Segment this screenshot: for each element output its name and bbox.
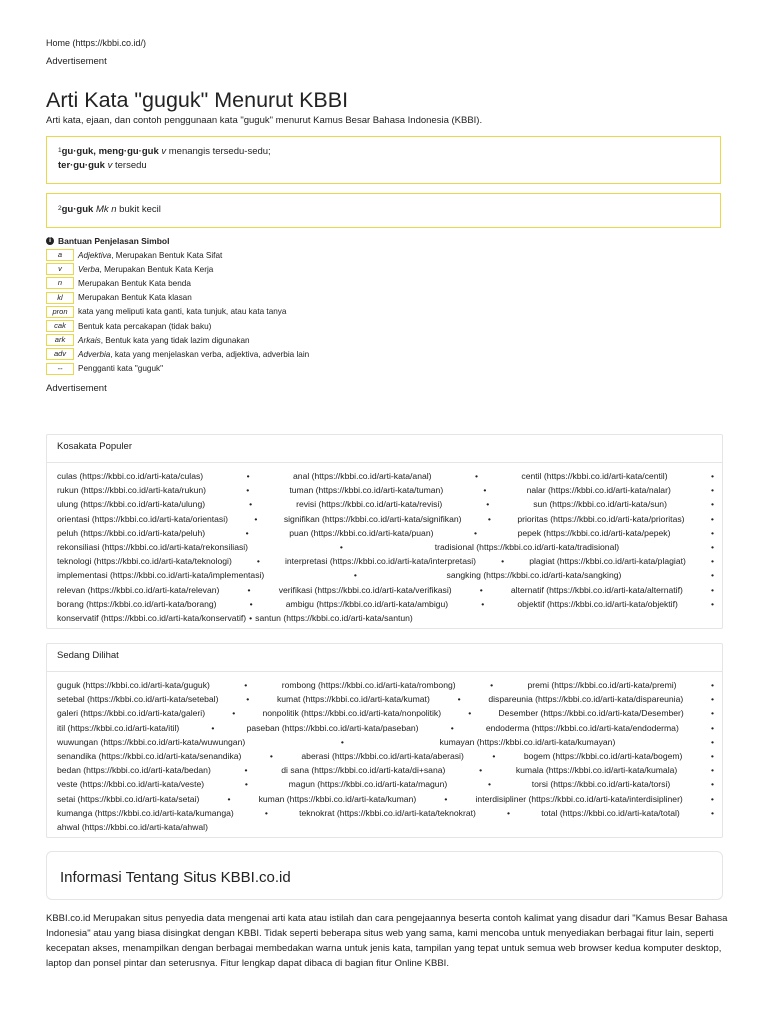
bullet-separator: •: [479, 584, 483, 595]
bullet-separator: •: [710, 694, 714, 705]
panel-title: Sedang Dilihat: [47, 644, 722, 672]
bullet-separator: •: [487, 779, 491, 790]
bullet-separator: •: [710, 584, 714, 595]
bullet-separator: •: [710, 680, 714, 691]
word-link[interactable]: aberasi (https://kbbi.co.id/arti-kata/aberasi): [301, 751, 464, 762]
word-link[interactable]: kumayan (https://kbbi.co.id/arti-kata/kumayan): [439, 736, 616, 747]
bullet-separator: •: [710, 542, 714, 553]
bullet-separator: •: [486, 499, 490, 510]
word-link[interactable]: kumat (https://kbbi.co.id/arti-kata/kumat): [276, 694, 430, 705]
legend-description: [78, 279, 191, 288]
bullet-separator: •: [710, 722, 714, 733]
word-link[interactable]: setebal (https://kbbi.co.id/arti-kata/setebal): [57, 694, 219, 705]
legend-row: [46, 305, 446, 319]
word-link[interactable]: objektif (https://kbbi.co.id/arti-kata/objektif): [517, 598, 678, 609]
legend-description: [78, 293, 192, 302]
bullet-separator: •: [710, 570, 714, 581]
word-link[interactable]: tradisional (https://kbbi.co.id/arti-kata/tradisional): [434, 542, 620, 553]
bullet-separator: •: [710, 527, 714, 538]
word-link[interactable]: teknologi (https://kbbi.co.id/arti-kata/teknologi): [57, 556, 232, 567]
word-link[interactable]: kumanga (https://kbbi.co.id/arti-kata/kumanga): [57, 807, 234, 818]
bullet-separator: •: [492, 751, 496, 762]
word-line: [57, 583, 714, 597]
word-line: [57, 735, 714, 749]
legend-description: [78, 322, 211, 331]
bullet-separator: •: [246, 694, 250, 705]
word-line: [57, 597, 714, 611]
legend-description: [78, 336, 250, 345]
bullet-separator: •: [457, 694, 461, 705]
legend-row: [46, 362, 446, 376]
bullet-separator: •: [710, 779, 714, 790]
legend-description: [78, 307, 286, 316]
bullet-separator: •: [450, 722, 454, 733]
legend-abbreviation: a: [46, 249, 74, 261]
legend-abbreviation: v: [46, 263, 74, 275]
word-link[interactable]: ambigu (https://kbbi.co.id/arti-kata/ambigu): [285, 598, 449, 609]
word-line: [57, 721, 714, 735]
homonym-number: 2: [58, 205, 62, 212]
bullet-separator: •: [710, 708, 714, 719]
bullet-separator: •: [244, 680, 248, 691]
entry-definition: tersedu: [112, 160, 147, 171]
word-link[interactable]: implementasi (https://kbbi.co.id/arti-kata/implementasi): [57, 570, 265, 581]
legend-description: [78, 251, 222, 260]
bullet-separator: •: [710, 471, 714, 482]
word-link[interactable]: tuman (https://kbbi.co.id/arti-kata/tuman): [289, 485, 444, 496]
bullet-separator: •: [244, 779, 248, 790]
bullet-separator: •: [507, 807, 511, 818]
part-of-speech: Mk n: [95, 204, 117, 215]
homonym-number: 1: [58, 147, 62, 154]
word-link[interactable]: relevan (https://kbbi.co.id/arti-kata/relevan): [57, 584, 220, 595]
word-link[interactable]: torsi (https://kbbi.co.id/arti-kata/torsi): [531, 779, 671, 790]
word-link[interactable]: ahwal (https://kbbi.co.id/arti-kata/ahwal): [57, 821, 208, 832]
word-line: [57, 540, 714, 554]
word-line: [57, 469, 714, 483]
word-line: [57, 820, 714, 834]
legend-text: Merupakan Bentuk Kata klasan: [78, 293, 192, 303]
legend-abbreviation: kl: [46, 292, 74, 304]
word-link[interactable]: interdisipliner (https://kbbi.co.id/arti-kata/interdisipliner): [475, 793, 683, 804]
about-text: KBBI.co.id Merupakan situs penyedia data mengenai arti kata atau istilah dan cara pengejaannya beserta contoh kalimat yang disadur dari "Kamus Besar Bahasa Indonesia" atau yang biasa disingkat dengan KBBI. Tidak seperti beberapa situs web yang sama, kami mencoba untuk menyediakan berbagai fitur lain, seperti kecepatan akses, menampilkan dengan berbagai membedakan warna untuk jenis kata, tampilan yang tepat untuk semua web browser kedua komputer desktop, laptop dan ponsel pintar dan seterusnya. Fitur lengkap dapat dibaca di bagian fitur Online KBBI.: [46, 913, 728, 969]
bullet-separator: •: [249, 612, 253, 623]
word-link[interactable]: anal (https://kbbi.co.id/arti-kata/anal): [293, 471, 432, 482]
word-link[interactable]: kuman (https://kbbi.co.id/arti-kata/kuman): [258, 793, 417, 804]
word-line: [57, 777, 714, 791]
word-line: [57, 806, 714, 820]
bullet-separator: •: [246, 471, 250, 482]
word-line: [57, 678, 714, 692]
bullet-separator: •: [483, 485, 487, 496]
bullet-separator: •: [710, 751, 714, 762]
bullet-separator: •: [211, 722, 215, 733]
word-link[interactable]: di sana (https://kbbi.co.id/arti-kata/di+sana): [281, 765, 446, 776]
bullet-separator: •: [244, 765, 248, 776]
word-line: [57, 706, 714, 720]
word-link[interactable]: premi (https://kbbi.co.id/arti-kata/premi): [527, 680, 677, 691]
word-link[interactable]: senandika (https://kbbi.co.id/arti-kata/senandika): [57, 751, 242, 762]
bullet-separator: •: [245, 527, 249, 538]
legend-term: Arkais: [78, 335, 101, 345]
legend-title-text: Bantuan Penjelasan Simbol: [58, 236, 170, 246]
word-link[interactable]: bedan (https://kbbi.co.id/arti-kata/bedan): [57, 765, 211, 776]
currently-viewed-panel: [46, 643, 723, 838]
legend-row: [46, 291, 446, 305]
bullet-separator: •: [710, 499, 714, 510]
entry-definition: bukit kecil: [116, 204, 161, 215]
word-link[interactable]: teknokrat (https://kbbi.co.id/arti-kata/teknokrat): [299, 807, 476, 818]
legend-text: , Bentuk kata yang tidak lazim digunakan: [100, 335, 250, 345]
word-line: [57, 512, 714, 526]
about-panel: [46, 851, 723, 900]
legend-row: [46, 276, 446, 290]
part-of-speech: v: [107, 160, 113, 171]
legend-row: [46, 333, 446, 347]
bullet-separator: •: [710, 556, 714, 567]
word-link[interactable]: rukun (https://kbbi.co.id/arti-kata/rukun): [57, 485, 207, 496]
word-line: [57, 763, 714, 777]
legend-abbreviation: n: [46, 277, 74, 289]
legend-term: Adverbia: [78, 349, 111, 359]
bullet-separator: •: [246, 485, 250, 496]
bullet-separator: •: [487, 513, 491, 524]
bullet-separator: •: [710, 485, 714, 496]
word-line: [57, 497, 714, 511]
legend-text: kata yang meliputi kata ganti, kata tunjuk, atau kata tanya: [78, 307, 287, 317]
legend-text: Pengganti kata "guguk": [78, 364, 164, 374]
word-link[interactable]: setai (https://kbbi.co.id/arti-kata/setai): [57, 793, 200, 804]
legend-abbreviation: adv: [46, 348, 74, 360]
bullet-separator: •: [479, 765, 483, 776]
legend-row: [46, 262, 446, 276]
word-link[interactable]: rekonsiliasi (https://kbbi.co.id/arti-kata/rekonsiliasi): [57, 542, 249, 553]
entry-subline: [58, 159, 709, 173]
word-link[interactable]: paseban (https://kbbi.co.id/arti-kata/paseban): [246, 722, 419, 733]
bullet-separator: •: [710, 793, 714, 804]
word-line: [57, 568, 714, 582]
popular-words-panel: [46, 434, 723, 629]
word-link[interactable]: culas (https://kbbi.co.id/arti-kata/culas): [57, 471, 204, 482]
dictionary-entry-1: [46, 136, 721, 184]
word-link[interactable]: kumala (https://kbbi.co.id/arti-kata/kumala): [515, 765, 678, 776]
entry-subheadword: ter·gu·guk: [58, 160, 105, 171]
legend-text: , Merupakan Bentuk Kata Kerja: [99, 264, 214, 274]
word-link[interactable]: rombong (https://kbbi.co.id/arti-kata/rombong): [281, 680, 456, 691]
word-link[interactable]: bogem (https://kbbi.co.id/arti-kata/bogem): [523, 751, 683, 762]
bullet-separator: •: [254, 513, 258, 524]
word-link[interactable]: centil (https://kbbi.co.id/arti-kata/centil): [521, 471, 668, 482]
word-link[interactable]: total (https://kbbi.co.id/arti-kata/total): [541, 807, 680, 818]
word-link[interactable]: sangking (https://kbbi.co.id/arti-kata/sangking): [446, 570, 622, 581]
entry-headword: gu·guk: [61, 204, 94, 215]
entry-headword: gu·guk, meng·gu·guk: [61, 146, 159, 157]
legend-text: Bentuk kata percakapan (tidak baku): [78, 321, 212, 331]
bullet-separator: •: [353, 570, 357, 581]
legend-term: Verba: [78, 264, 100, 274]
word-line: [57, 611, 714, 625]
word-link[interactable]: dispareunia (https://kbbi.co.id/arti-kata/dispareunia): [488, 694, 684, 705]
bullet-separator: •: [501, 556, 505, 567]
info-icon: i: [46, 237, 54, 245]
word-link[interactable]: alternatif (https://kbbi.co.id/arti-kata/alternatif): [510, 584, 683, 595]
word-link[interactable]: signifikan (https://kbbi.co.id/arti-kata/signifikan): [283, 513, 462, 524]
word-link[interactable]: verifikasi (https://kbbi.co.id/arti-kata/verifikasi): [278, 584, 452, 595]
legend-text: , Merupakan Bentuk Kata Sifat: [111, 250, 223, 260]
legend-description: [78, 265, 213, 274]
word-line: [57, 483, 714, 497]
legend-text: , kata yang menjelaskan verba, adjektiva, adverbia lain: [110, 349, 310, 359]
legend-row: [46, 319, 446, 333]
word-link[interactable]: interpretasi (https://kbbi.co.id/arti-kata/interpretasi): [284, 556, 477, 567]
legend-description: [78, 364, 163, 373]
word-link[interactable]: magun (https://kbbi.co.id/arti-kata/magun): [288, 779, 448, 790]
panel-title: Kosakata Populer: [47, 435, 722, 463]
word-link[interactable]: wuwungan (https://kbbi.co.id/arti-kata/wuwungan): [57, 736, 246, 747]
bullet-separator: •: [474, 527, 478, 538]
page-title: Arti Kata "guguk" Menurut KBBI: [46, 88, 349, 112]
bullet-separator: •: [339, 542, 343, 553]
word-line: [57, 749, 714, 763]
word-link[interactable]: konservatif (https://kbbi.co.id/arti-kata/konservatif): [57, 612, 247, 623]
word-line: [57, 792, 714, 806]
word-link[interactable]: nalar (https://kbbi.co.id/arti-kata/nalar): [526, 485, 671, 496]
word-link[interactable]: nonpolitik (https://kbbi.co.id/arti-kata/nonpolitik): [262, 708, 442, 719]
advertisement-label: Advertisement: [46, 383, 107, 394]
word-link[interactable]: revisi (https://kbbi.co.id/arti-kata/revisi): [296, 499, 443, 510]
word-link[interactable]: endoderma (https://kbbi.co.id/arti-kata/endoderma): [485, 722, 679, 733]
popular-words-list: [47, 463, 722, 625]
word-link[interactable]: orientasi (https://kbbi.co.id/arti-kata/orientasi): [57, 513, 228, 524]
bullet-separator: •: [481, 598, 485, 609]
part-of-speech: v: [161, 146, 167, 157]
currently-viewed-list: [47, 672, 722, 834]
entry-line: [58, 145, 709, 159]
bullet-separator: •: [227, 793, 231, 804]
bullet-separator: •: [710, 513, 714, 524]
legend-row: [46, 248, 446, 262]
bullet-separator: •: [249, 499, 253, 510]
home-link[interactable]: Home (https://kbbi.co.id/): [46, 38, 147, 48]
dictionary-entry-2: [46, 193, 721, 228]
legend-description: [78, 350, 309, 359]
bullet-separator: •: [340, 736, 344, 747]
legend-term: Adjektiva: [78, 250, 112, 260]
bullet-separator: •: [490, 680, 494, 691]
bullet-separator: •: [247, 584, 251, 595]
legend-title: [46, 236, 169, 246]
bullet-separator: •: [710, 765, 714, 776]
legend-abbreviation: ark: [46, 334, 74, 346]
word-link[interactable]: sun (https://kbbi.co.id/arti-kata/sun): [533, 499, 667, 510]
word-link[interactable]: puan (https://kbbi.co.id/arti-kata/puan): [289, 527, 434, 538]
entry-definition: menangis tersedu-sedu;: [166, 146, 271, 157]
legend-abbreviation: cak: [46, 320, 74, 332]
word-link[interactable]: itil (https://kbbi.co.id/arti-kata/itil): [57, 722, 180, 733]
bullet-separator: •: [269, 751, 273, 762]
bullet-separator: •: [710, 598, 714, 609]
word-link[interactable]: galeri (https://kbbi.co.id/arti-kata/galeri): [57, 708, 206, 719]
symbol-legend: [46, 248, 446, 376]
bullet-separator: •: [468, 708, 472, 719]
about-heading: Informasi Tentang Situs KBBI.co.id: [60, 869, 291, 886]
word-link[interactable]: veste (https://kbbi.co.id/arti-kata/veste): [57, 779, 205, 790]
word-link[interactable]: borang (https://kbbi.co.id/arti-kata/borang): [57, 598, 217, 609]
advertisement-label: Advertisement: [46, 56, 107, 67]
bullet-separator: •: [232, 708, 236, 719]
word-link[interactable]: plagiat (https://kbbi.co.id/arti-kata/plagiat): [529, 556, 686, 567]
word-link[interactable]: santun (https://kbbi.co.id/arti-kata/santun): [255, 612, 413, 623]
bullet-separator: •: [256, 556, 260, 567]
legend-row: [46, 347, 446, 361]
bullet-separator: •: [710, 736, 714, 747]
legend-text: Merupakan Bentuk Kata benda: [78, 278, 191, 288]
word-link[interactable]: pepek (https://kbbi.co.id/arti-kata/pepek): [517, 527, 671, 538]
word-link[interactable]: ulung (https://kbbi.co.id/arti-kata/ulung): [57, 499, 206, 510]
word-line: [57, 692, 714, 706]
word-line: [57, 554, 714, 568]
word-link[interactable]: prioritas (https://kbbi.co.id/arti-kata/prioritas): [517, 513, 685, 524]
bullet-separator: •: [474, 471, 478, 482]
word-link[interactable]: Desember (https://kbbi.co.id/arti-kata/Desember): [498, 708, 684, 719]
word-link[interactable]: guguk (https://kbbi.co.id/arti-kata/guguk): [57, 680, 210, 691]
bullet-separator: •: [264, 807, 268, 818]
legend-abbreviation: pron: [46, 306, 74, 318]
bullet-separator: •: [249, 598, 253, 609]
word-line: [57, 526, 714, 540]
word-link[interactable]: peluh (https://kbbi.co.id/arti-kata/peluh): [57, 527, 206, 538]
bullet-separator: •: [710, 807, 714, 818]
bullet-separator: •: [444, 793, 448, 804]
page-description: Arti kata, ejaan, dan contoh penggunaan kata "guguk" menurut Kamus Besar Bahasa Indonesia (KBBI).: [46, 115, 483, 126]
legend-abbreviation: --: [46, 363, 74, 375]
